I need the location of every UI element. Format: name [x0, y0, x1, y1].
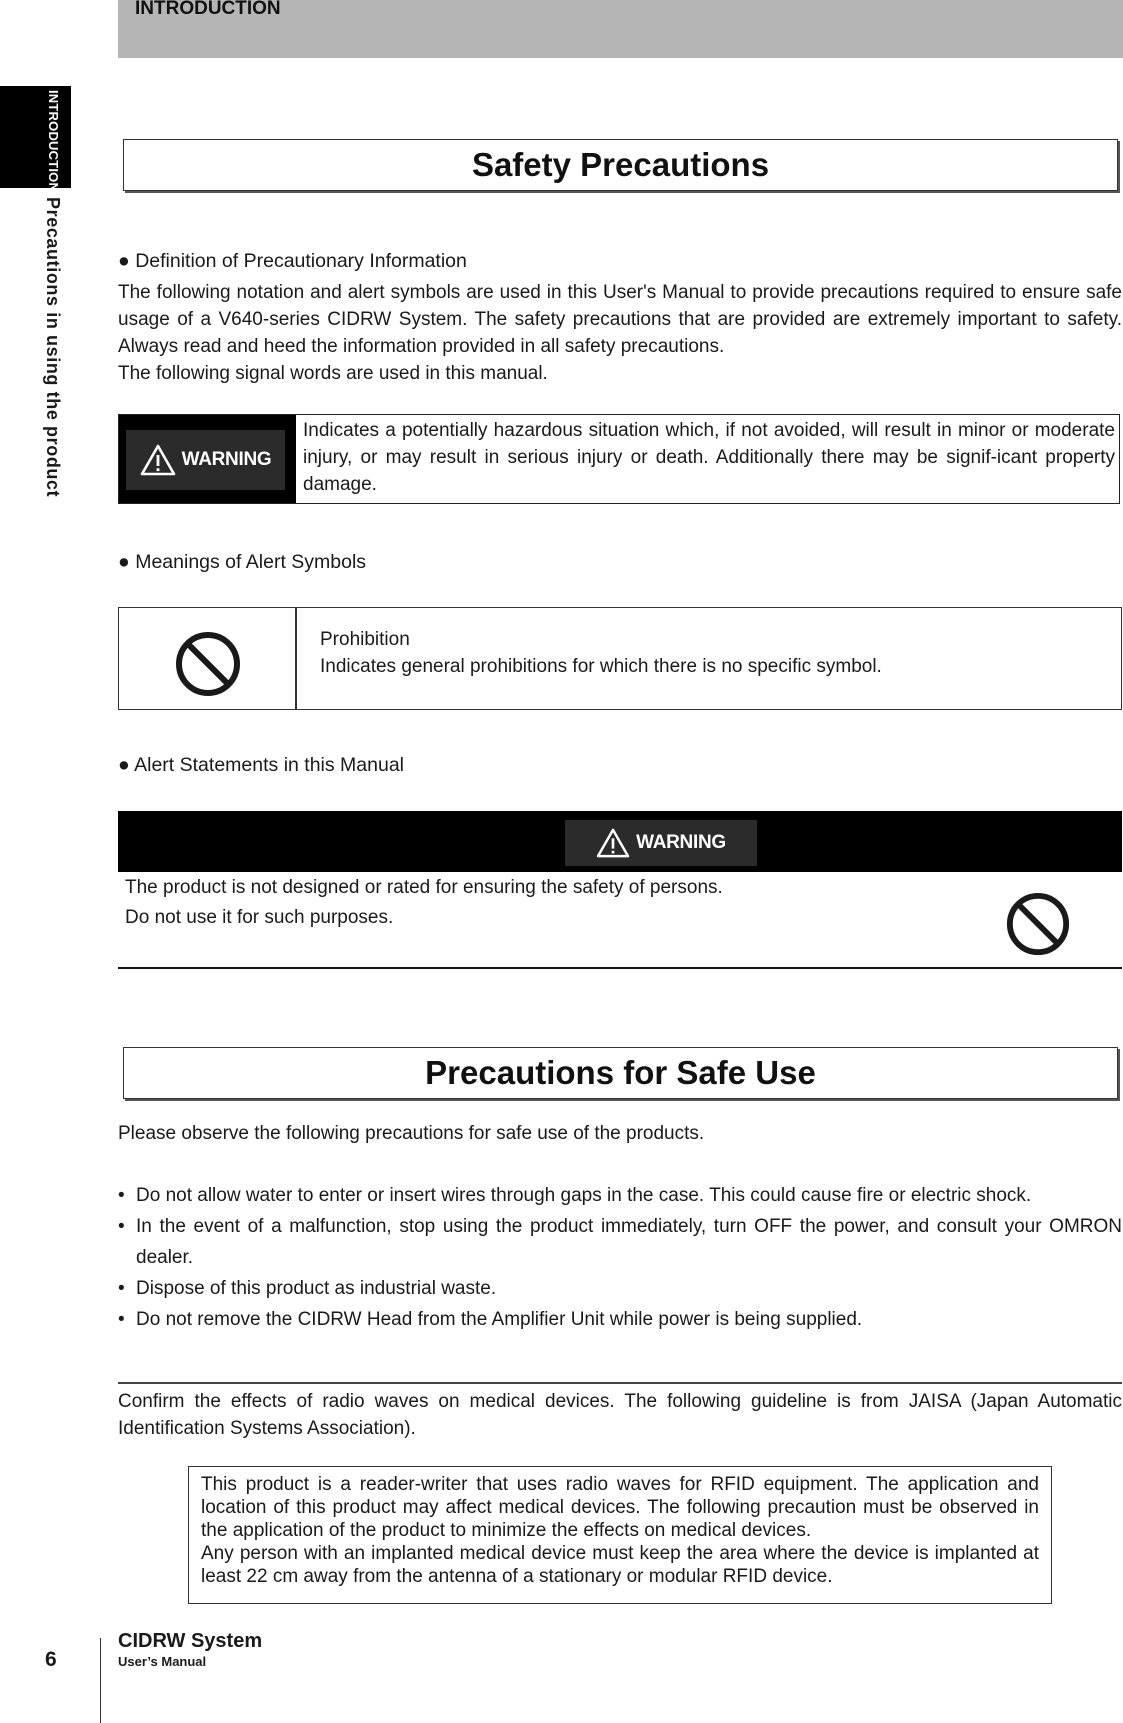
footer-divider — [100, 1638, 101, 1723]
side-tab-label: INTRODUCTION — [46, 90, 61, 193]
bullet-icon: ● — [118, 551, 130, 573]
alerts-heading: ● Alert Statements in this Manual — [118, 754, 405, 776]
warning-triangle-icon — [140, 444, 176, 476]
medical-text-1: This product is a reader-writer that uses radio waves for RFID equipment. The application and location of this product may affect medical devices. The following precaution must be observed in the application of the product to minimize the effects on medical devices. — [201, 1474, 1039, 1541]
prohibition-title: Prohibition — [320, 629, 410, 650]
footer-title: CIDRW System — [118, 1630, 263, 1652]
safe-use-bullets — [118, 1180, 1122, 1335]
safety-precautions-title: Safety Precautions — [123, 139, 1118, 191]
warning-definition: Indicates a potentially hazardous situation which, if not avoided, will result in minor or moderate injury, or may result in serious injury or death. Additionally there may be signif-icant property damage. — [303, 420, 1115, 495]
section-rule — [118, 1382, 1122, 1384]
medical-guideline-text — [201, 1473, 1039, 1588]
alert-header-bar — [118, 811, 1122, 872]
medical-guideline-box — [188, 1466, 1052, 1604]
side-section-label: Precautions in using the product — [43, 197, 63, 498]
footer-subtitle: User’s Manual — [118, 1654, 207, 1669]
safe-use-title: Precautions for Safe Use — [123, 1047, 1118, 1099]
alert-statement-1: The product is not designed or rated for ensuring the safety of persons. — [125, 877, 723, 898]
prohibition-desc: Indicates general prohibitions for which there is no specific symbol. — [320, 656, 882, 677]
list-item: • Do not remove the CIDRW Head from the Amplifier Unit while power is being supplied. — [118, 1304, 1122, 1335]
alert-symbol-table — [118, 607, 1122, 710]
list-item: • Dispose of this product as industrial waste. — [118, 1273, 1122, 1304]
signal-words-line: The following signal words are used in this manual. — [118, 363, 548, 384]
bullet-icon: ● — [118, 754, 130, 776]
signal-word-cell — [119, 415, 296, 503]
signal-word-table — [118, 414, 1120, 504]
list-item: • In the event of a malfunction, stop using the product immediately, turn OFF the power, and consult your OMRON dealer. — [118, 1211, 1122, 1273]
symbols-heading: ● Meanings of Alert Symbols — [118, 551, 367, 573]
alert-bottom-rule — [118, 967, 1122, 969]
radio-waves-paragraph: Confirm the effects of radio waves on medical devices. The following guideline is from JAISA (Japan Automatic Identification Systems Association). — [118, 1391, 1122, 1439]
medical-text-2: Any person with an implanted medical device must keep the area where the device is implanted at least 22 cm away from the antenna of a stationary or modular RFID device. — [201, 1543, 1039, 1587]
warning-label: WARNING — [565, 820, 757, 866]
list-item: • Do not allow water to enter or insert wires through gaps in the case. This could cause fire or electric shock. — [118, 1180, 1122, 1211]
warning-label: WARNING — [126, 430, 285, 490]
prohibition-icon — [1005, 891, 1071, 957]
warning-triangle-icon — [596, 828, 630, 858]
page-number: 6 — [45, 1648, 57, 1671]
prohibition-icon — [174, 630, 242, 698]
definition-heading: ● Definition of Precautionary Information — [118, 250, 467, 272]
prohibition-description — [320, 626, 882, 680]
definition-paragraph: The following notation and alert symbols are used in this User's Manual to provide precautions required to ensure safe usage of a V640-series CIDRW System. The safety precautions that are provided are extremely important to safety. Always read and heed the information provided in all safety precautions. — [118, 282, 1122, 357]
header-title: INTRODUCTION — [135, 0, 281, 19]
alert-statement-2: Do not use it for such purposes. — [125, 907, 394, 928]
safe-use-intro: Please observe the following precautions for safe use of the products. — [118, 1123, 705, 1144]
table-divider — [295, 608, 297, 709]
bullet-icon: ● — [118, 250, 130, 272]
